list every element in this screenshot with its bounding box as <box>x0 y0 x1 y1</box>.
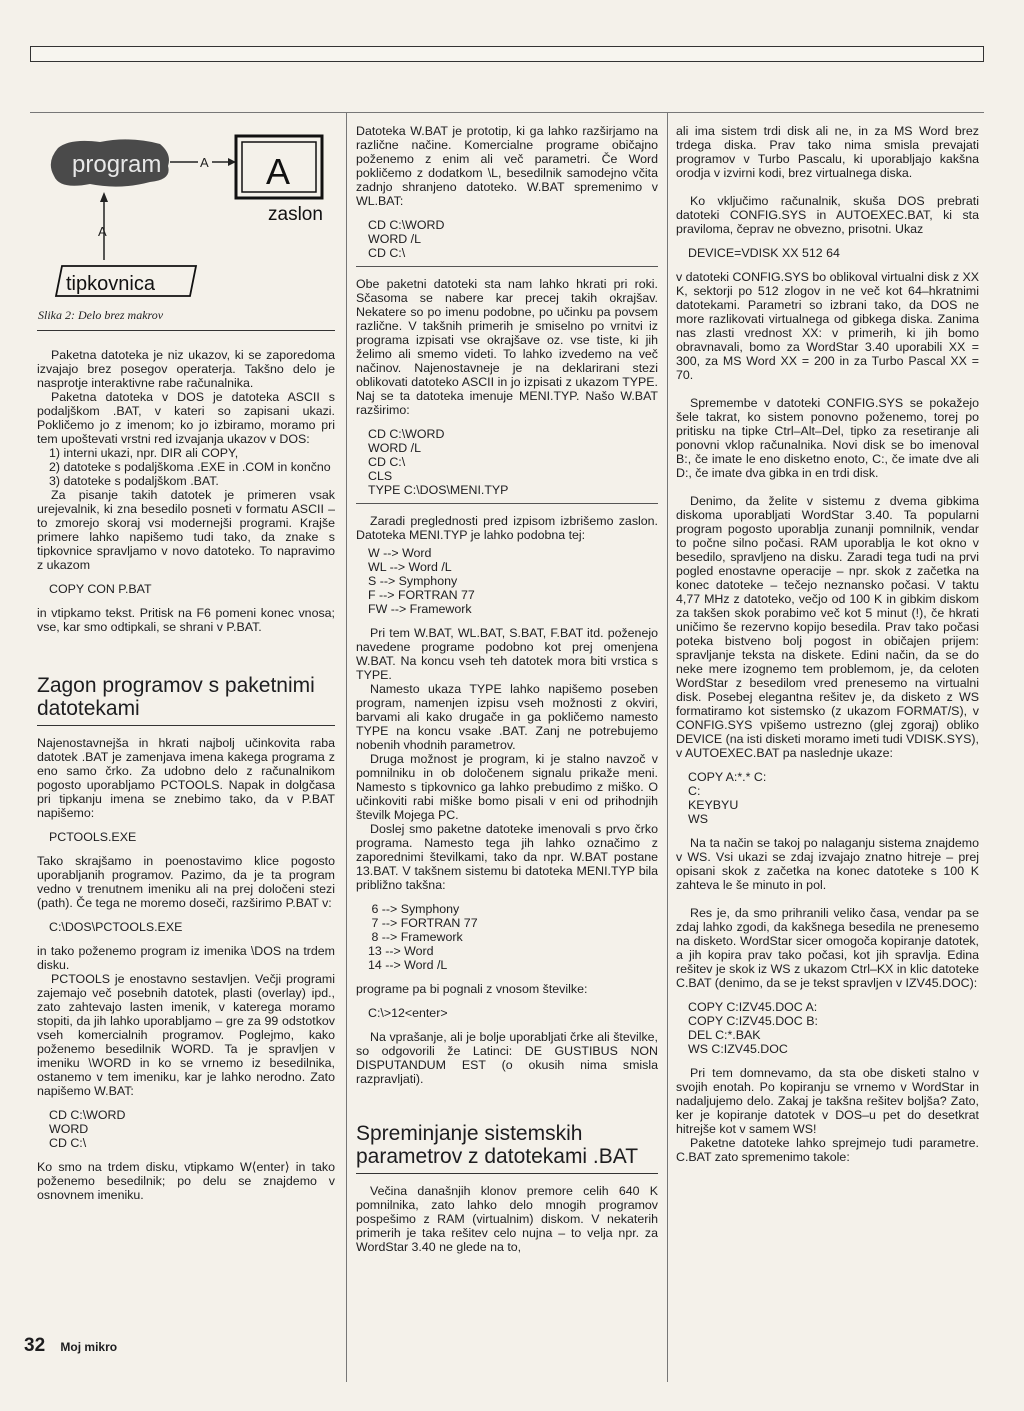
program-label: program <box>72 151 162 178</box>
list-item: 1) interni ukazi, npr. DIR ali COPY, <box>49 446 239 460</box>
diagram-svg <box>30 120 340 320</box>
col1-paragraph: Paketna datoteka v DOS je datoteka ASCII s podaljškom .BAT, v kateri so zapisani ukazi. Pokličemo jo z imenom; ko jo izbiramo, moramo pri tem upoštevati vrstni red izvajanja ukazov v DOS: <box>37 390 335 446</box>
col1-paragraph: Najenostavnejša in hkrati najbolj učinkovita raba datotek .BAT je zamenjava imena kakega programa z eno samo črko. Za udobno delo z računalnikom pogosto uporabljamo PCTOOLS. Napak in dolgčasa pri tipkanju imena se znebimo tako, da v P.BAT napišemo: <box>37 736 335 820</box>
col1-paragraph: Za pisanje takih datotek je primeren vsak urejevalnik, ki zna besedilo posneti v formatu ASCII – to zmorejo skoraj vsi modernejši programi. Krajše primere lahko napišemo tudi tako, da znake s tipkovnice spravljamo v novo datoteko. To napravimo z ukazom <box>37 488 335 572</box>
col3-paragraph: Na ta način se takoj po nalaganju sistema znajdemo v WS. Vsi ukazi se zdaj izvajajo znatno hitreje – prej opisani skok z začetka na konec datoteke s 100 K zahteva le še minuto in pol. <box>676 836 979 892</box>
col3-paragraph: Spremembe v datoteki CONFIG.SYS se pokažejo šele takrat, ko sistem ponovno poženemo, torej po pritisku na tipke Ctrl–Alt–Del, tipko za resetiranje ali ponovni vklop računalnika. Novi disk se bo imenoval B:, če imate le eno disketno enoto, C:, če imate dve ali D:, če imate dva gibka in en trdi disk. <box>676 396 979 480</box>
screen-key-label: A <box>266 151 291 192</box>
code-block: COPY CON P.BAT <box>49 582 152 596</box>
col2-paragraph: Druga možnost je program, ki je stalno navzoč v pomnilniku in ob določenem signalu prikaže meni. Namesto s tipkovnico ga lahko prebudimo z miško. O učinkoviti rabi miške bomo pisali v eni od prihodnjih številk Mojega PC. <box>356 752 658 822</box>
col2-paragraph: Namesto ukaza TYPE lahko napišemo poseben program, namenjen izpisu vseh možnosti z okviri, barvami ali kako drugače in ga pokličemo namesto TYPE na koncu vsake .BAT. Zanj ne potrebujemo nobenih vhodnih parametrov. <box>356 682 658 752</box>
column-2 <box>356 124 658 1384</box>
zaslon-label: zaslon <box>268 204 323 225</box>
code-block: DEVICE=VDISK XX 512 64 <box>688 246 840 260</box>
col2-paragraph: Na vprašanje, ali je bolje uporabljati črke ali številke, so odgovorili že Latinci: DE GUSTIBUS NON DISPUTANDUM EST (o okusih nima smisla razpravljati). <box>356 1030 658 1086</box>
page-footer <box>24 1335 117 1357</box>
col3-paragraph: Pri tem domnevamo, da sta obe disketi stalno v svojih enotah. Po kopiranju se vrnemo v WordStar in nadaljujemo delo. Zakaj je takšna rešitev boljša? Zato, ker je kopiranje datotek v DOS–u pet do desetkrat hitrejše kot v samem WS! <box>676 1066 979 1136</box>
col3-paragraph: Ko vključimo računalnik, skuša DOS prebrati datoteki CONFIG.SYS in AUTOEXEC.BAT, ki sta praviloma, čeprav ne obvezno, prisotni. Ukaz <box>676 194 979 236</box>
col2-paragraph: Datoteka W.BAT je prototip, ki ga lahko razširjamo na različne načine. Komercialne programe običajno poženemo z enim ali več parametri. Če Word pokličemo z dodatkom \L, besedilnik samodejno včita zadnjo shranjeno datoteko. W.BAT spremenimo v WL.BAT: <box>356 124 658 208</box>
col2-paragraph: Doslej smo paketne datoteke imenovali s prvo črko programa. Namesto tega jih lahko označimo z zaporednimi številkami, tako da npr. W.BAT postane 13.BAT. V takšnem sistemu bi datoteka MENI.TYP bila približno takšna: <box>356 822 658 892</box>
col2-paragraph: programe pa bi pognali z vnosom številke: <box>356 982 588 996</box>
col1-paragraph: Ko smo na trdem disku, vtipkamo W⟨enter⟩ in tako poženemo besedilnik; po delu se znajdemo v osnovnem imeniku. <box>37 1160 335 1202</box>
col3-paragraph: Paketne datoteke lahko sprejmejo tudi parametre. C.BAT zato spremenimo takole: <box>676 1136 979 1164</box>
left-label-a: A <box>98 224 107 239</box>
col3-paragraph: Res je, da smo prihranili veliko časa, vendar pa se zdaj lahko zgodi, da kakšnega besedila ne prenesemo na disketo. WordStar sicer omogoča kopiranje datotek, a jih kopira prav tako počasi, kot jih spravlja. Edina rešitev je skok iz WS z ukazom Ctrl–KX in klic datoteke C.BAT (denimo, da se je tekst spravljen v IZV45.DOC): <box>676 906 979 990</box>
col1-paragraph: in vtipkamo tekst. Pritisk na F6 pomeni konec vnosa; vse, kar smo odtipkali, se shrani v P.BAT. <box>37 606 335 634</box>
code-block: C:\DOS\PCTOOLS.EXE <box>49 920 183 934</box>
page-number: 32 <box>24 1335 46 1356</box>
section-heading: Zagon programov s paketnimi datotekami <box>37 674 335 726</box>
col1-paragraph: Tako skrajšamo in poenostavimo klice pogosto uporabljanih programov. Pazimo, da je ta program vedno v trenutnem imeniku ali na prej določeni stezi (path). Če tega ne moremo doseči, razširimo P.BAT v: <box>37 854 335 910</box>
arrow-label-a: A <box>200 155 209 170</box>
code-block: CD C:\WORD WORD /L CD C:\ <box>356 218 658 267</box>
col2-paragraph: Večina današnjih klonov premore celih 640 K pomnilnika, zato lahko delo mnogih programov pospešimo z RAM (virtualnim) diskom. V nekaterih primerih je taka rešitev celo nujna – to velja npr. za WordStar 3.40 ne glede na to, <box>356 1184 658 1254</box>
column-3 <box>676 124 979 1384</box>
caption-rule <box>37 330 335 331</box>
col2-paragraph: Obe paketni datoteki sta nam lahko hkrati pri roki. Sčasoma se nabere kar precej takih okrajšav. Nekatere so po imenu podobne, po učinku pa povsem različne. V takšnih primerih je smiselno po vrnitvi iz programa izpisati vse okrajšave oz. vse tiste, ki jih želimo ali smemo videti. To lahko izvedemo na več načinov. Najenostavneje je na deklarirani stezi oblikovati datoteko ASCII in jo izpisati z ukazom TYPE. Naj se ta datoteka imenuje MENI.TYP. Našo W.BAT razširimo: <box>356 277 658 417</box>
code-block: W --> Word WL --> Word /L S --> Symphony F --> FORTRAN 77 FW --> Framework <box>368 546 475 616</box>
figure-diagram <box>30 120 340 320</box>
code-block: COPY C:IZV45.DOC A: COPY C:IZV45.DOC B: DEL C:*.BAK WS C:IZV45.DOC <box>688 1000 818 1056</box>
code-block: CD C:\WORD WORD /L CD C:\ CLS TYPE C:\DOS\MENI.TYP <box>356 427 658 504</box>
col1-paragraph: Paketna datoteka je niz ukazov, ki se zaporedoma izvajajo brez posegov operaterja. Takšno delo je nasprotje interaktivne rabe računalnika. <box>37 348 335 390</box>
col3-paragraph: v datoteki CONFIG.SYS bo oblikoval virtualni disk z XX K, sektorji po 512 zlogov in ne več kot 64–hkratnimi datotekami. Parametri so izbrani tako, da DOS ne more razlikovati virtualnega od gibkega diska. Zanima nas zlasti vrednost XX: v primerih, ki jih bomo obravnavali, bomo za WordStar 3.40 uporabili XX = 300, za MS Word XX = 200 in za Turbo Pascal XX = 70. <box>676 270 979 382</box>
col1-list <box>49 446 335 488</box>
top-rule <box>30 112 984 113</box>
figure-caption: Slika 2: Delo brez makrov <box>38 308 164 322</box>
col3-paragraph: ali ima sistem trdi disk ali ne, in za MS Word brez trdega diska. Prav tako nima smisla prevajati programov v Turbo Pascalu, ki uporabljajo kakšna orodja v izvirni kodi, brez virtualnega diska. <box>676 124 979 180</box>
code-block: PCTOOLS.EXE <box>49 830 137 844</box>
list-item: 3) datoteke s podaljškom .BAT. <box>49 474 219 488</box>
code-block: C:\>12<enter> <box>368 1006 448 1020</box>
header-frame <box>30 46 984 62</box>
column-rule-1 <box>346 112 347 1382</box>
col3-paragraph: Denimo, da želite v sistemu z dvema gibkima diskoma uporabljati WordStar 3.40. Ta popularni program pogosto uporablja zunanji pomnilnik, vendar to počne silno počasi. RAM uporablja le kot okno v besedilo, spravljeno na disku. Zaradi tega tudi na prvi pogled enostavne operacije – npr. skok z začetka na konec datoteke – tečejo neznansko počasi. V taktu 4,77 MHz z datoteko, večjo od 100 K in gibkim diskom za takšen skok porabimo več kot 5 minut (!), če hkrati uničimo še rezervno kopijo besedila. Prav tako počasi poteka bistveno bolj pogost in običajen prijem: spravljanje teksta na diskete. Edini način, da se do neke mere izognemo tem problemom, je, da celoten WordStar z besedilom vred prenesemo na virtualni disk. Posebej elegantna rešitev je, da disketo z WS formatiramo kot sistemsko (z ukazom FORMAT/S), v CONFIG.SYS vpišemo ustrezno (glej zgoraj) obliko DEVICE (na isti disketi moramo imeti tudi VDISK.SYS), v AUTOEXEC.BAT pa naslednje ukaze: <box>676 494 979 760</box>
column-1 <box>37 348 335 1378</box>
col2-paragraph: Pri tem W.BAT, WL.BAT, S.BAT, F.BAT itd. poženejo navedene programe podobno kot prej omenjena W.BAT. Na koncu vseh teh datotek mora biti vrstica s TYPE. <box>356 626 658 682</box>
col2-paragraph: Zaradi preglednosti pred izpisom izbrišemo zaslon. Datoteka MENI.TYP je lahko podobna tej: <box>356 514 658 542</box>
col1-paragraph: PCTOOLS je enostavno sestavljen. Večji programi zajemajo več posebnih datotek, plasti (overlay) ipd., zato zahtevajo lasten imenik, v katerega moramo stopiti, da jih lahko uporabljamo – gre za 99 odstotkov vseh komercialnih programov. Poglejmo, kako poženemo besedilnik WORD. Ta je spravljen v imeniku \WORD in ko se vrnemo iz besedilnika, ostanemo v tem imeniku, kar je lahko nerodno. Zato napišemo W.BAT: <box>37 972 335 1098</box>
magazine-name: Moj mikro <box>60 1340 118 1354</box>
code-block: COPY A:*.* C: C: KEYBYU WS <box>688 770 767 826</box>
code-block: 6 --> Symphony 7 --> FORTRAN 77 8 --> Framework 13 --> Word 14 --> Word /L <box>368 902 478 972</box>
tipkovnica-label: tipkovnica <box>66 273 155 295</box>
list-item: 2) datoteke s podaljškoma .EXE in .COM in končno <box>49 460 331 474</box>
col1-paragraph: in tako poženemo program iz imenika \DOS na trdem disku. <box>37 944 335 972</box>
column-rule-2 <box>667 112 668 1382</box>
code-block: CD C:\WORD WORD CD C:\ <box>49 1108 126 1150</box>
section-heading: Spreminjanje sistemskih parametrov z datotekami .BAT <box>356 1122 658 1174</box>
